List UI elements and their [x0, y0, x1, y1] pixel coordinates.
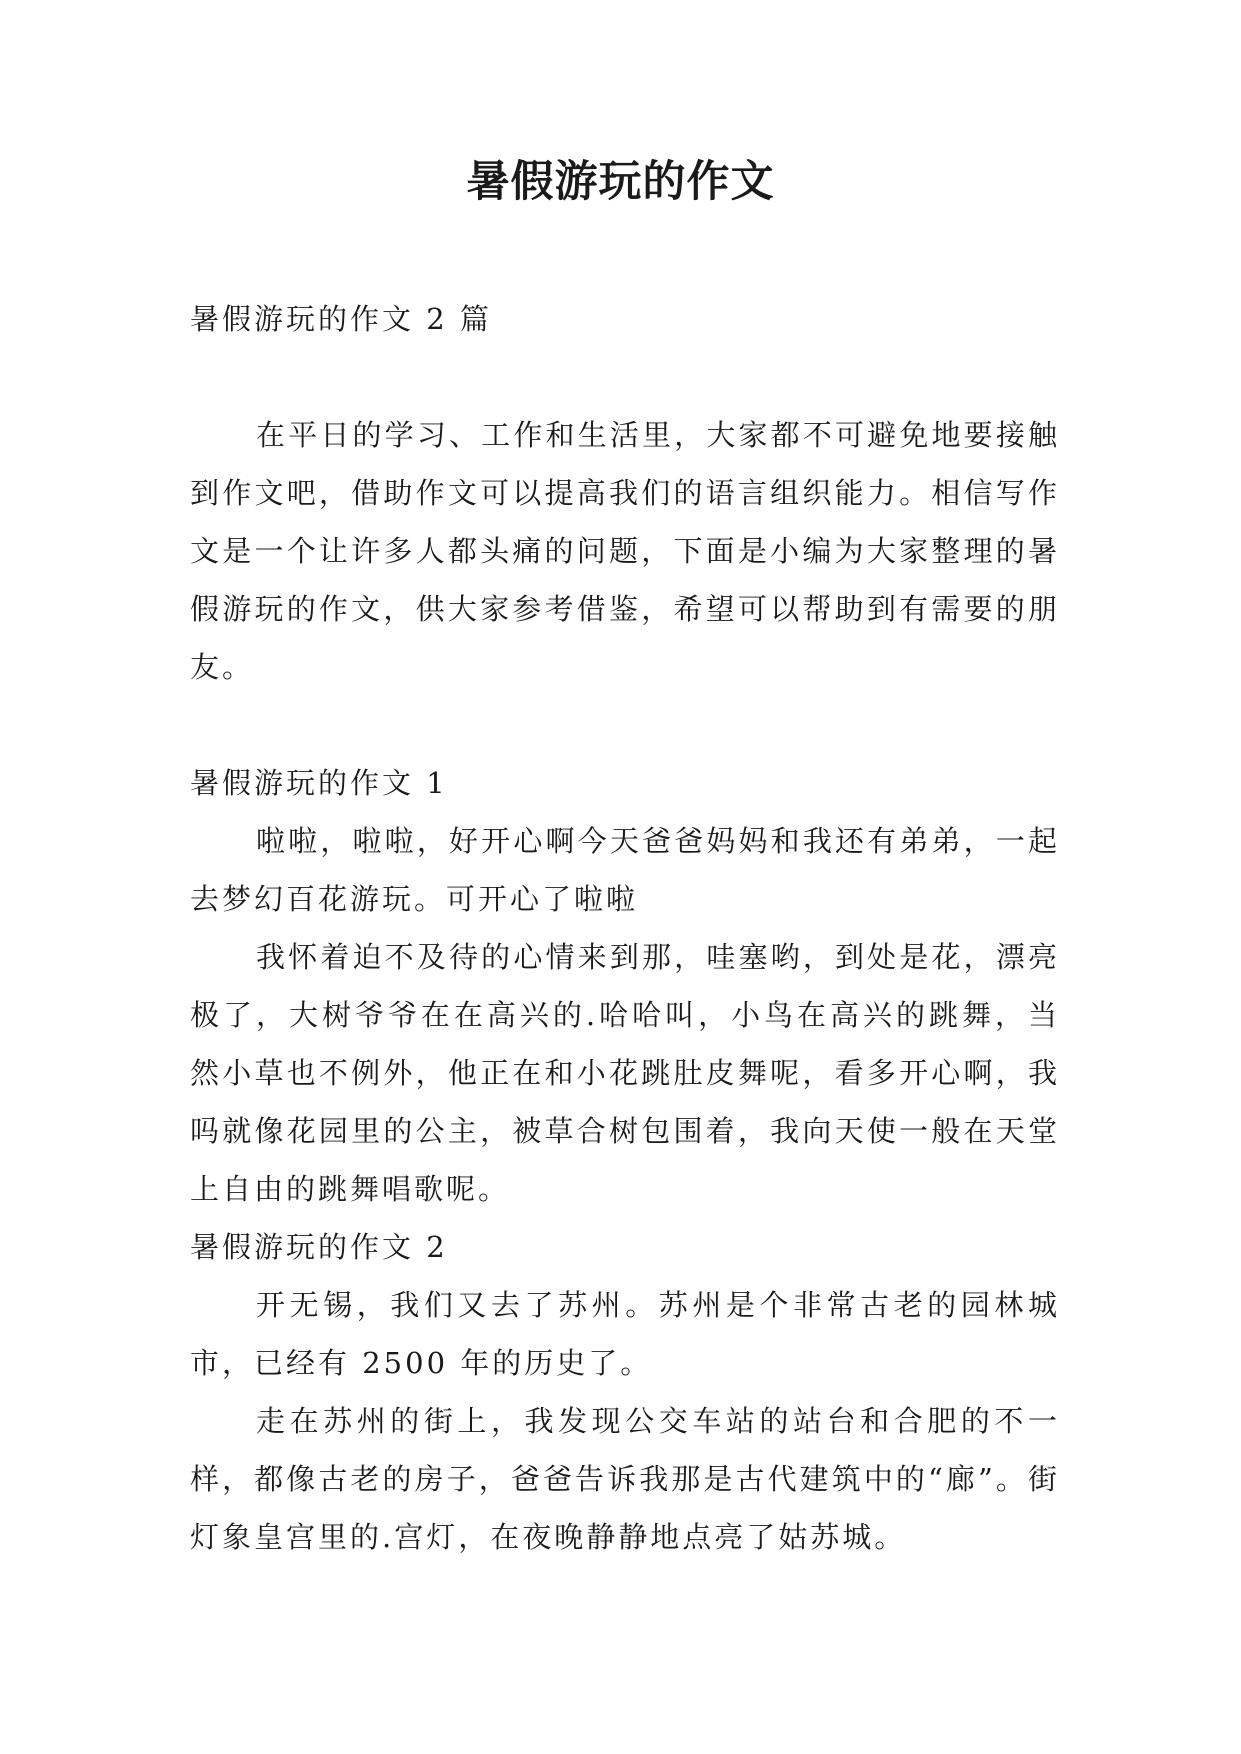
essay1-heading: 暑假游玩的作文 1 [190, 766, 448, 800]
essay2-paragraph-1: 开无锡，我们又去了苏州。苏州是个非常古老的园林城市，已经有 2500 年的历史了。 [190, 1288, 1060, 1380]
essay1-paragraph-1: 啦啦，啦啦，好开心啊今天爸爸妈妈和我还有弟弟，一起去梦幻百花游玩。可开心了啦啦 [190, 824, 1060, 916]
essay1-paragraph-2: 我怀着迫不及待的心情来到那，哇塞哟，到处是花，漂亮极了，大树爷爷在在高兴的.哈哈叫，小鸟在高兴的跳舞，当然小草也不例外，他正在和小花跳肚皮舞呢，看多开心啊，我吗就像花园里的公主，被草合树包围着，我向天使一般在天堂上自由的跳舞唱歌呢。 [190, 940, 1060, 1206]
document-body [190, 290, 1060, 1566]
document-subtitle: 暑假游玩的作文 2 篇 [190, 302, 492, 336]
essay2-heading: 暑假游玩的作文 2 [190, 1230, 448, 1264]
intro-paragraph: 在平日的学习、工作和生活里，大家都不可避免地要接触到作文吧，借助作文可以提高我们的语言组织能力。相信写作文是一个让许多人都头痛的问题，下面是小编为大家整理的暑假游玩的作文，供大家参考借鉴，希望可以帮助到有需要的朋友。 [190, 418, 1060, 684]
document-title: 暑假游玩的作文 [466, 157, 775, 207]
essay2-paragraph-2: 走在苏州的街上，我发现公交车站的站台和合肥的不一样，都像古老的房子，爸爸告诉我那是古代建筑中的“廊”。街灯象皇宫里的.宫灯，在夜晚静静地点亮了姑苏城。 [190, 1404, 1060, 1554]
